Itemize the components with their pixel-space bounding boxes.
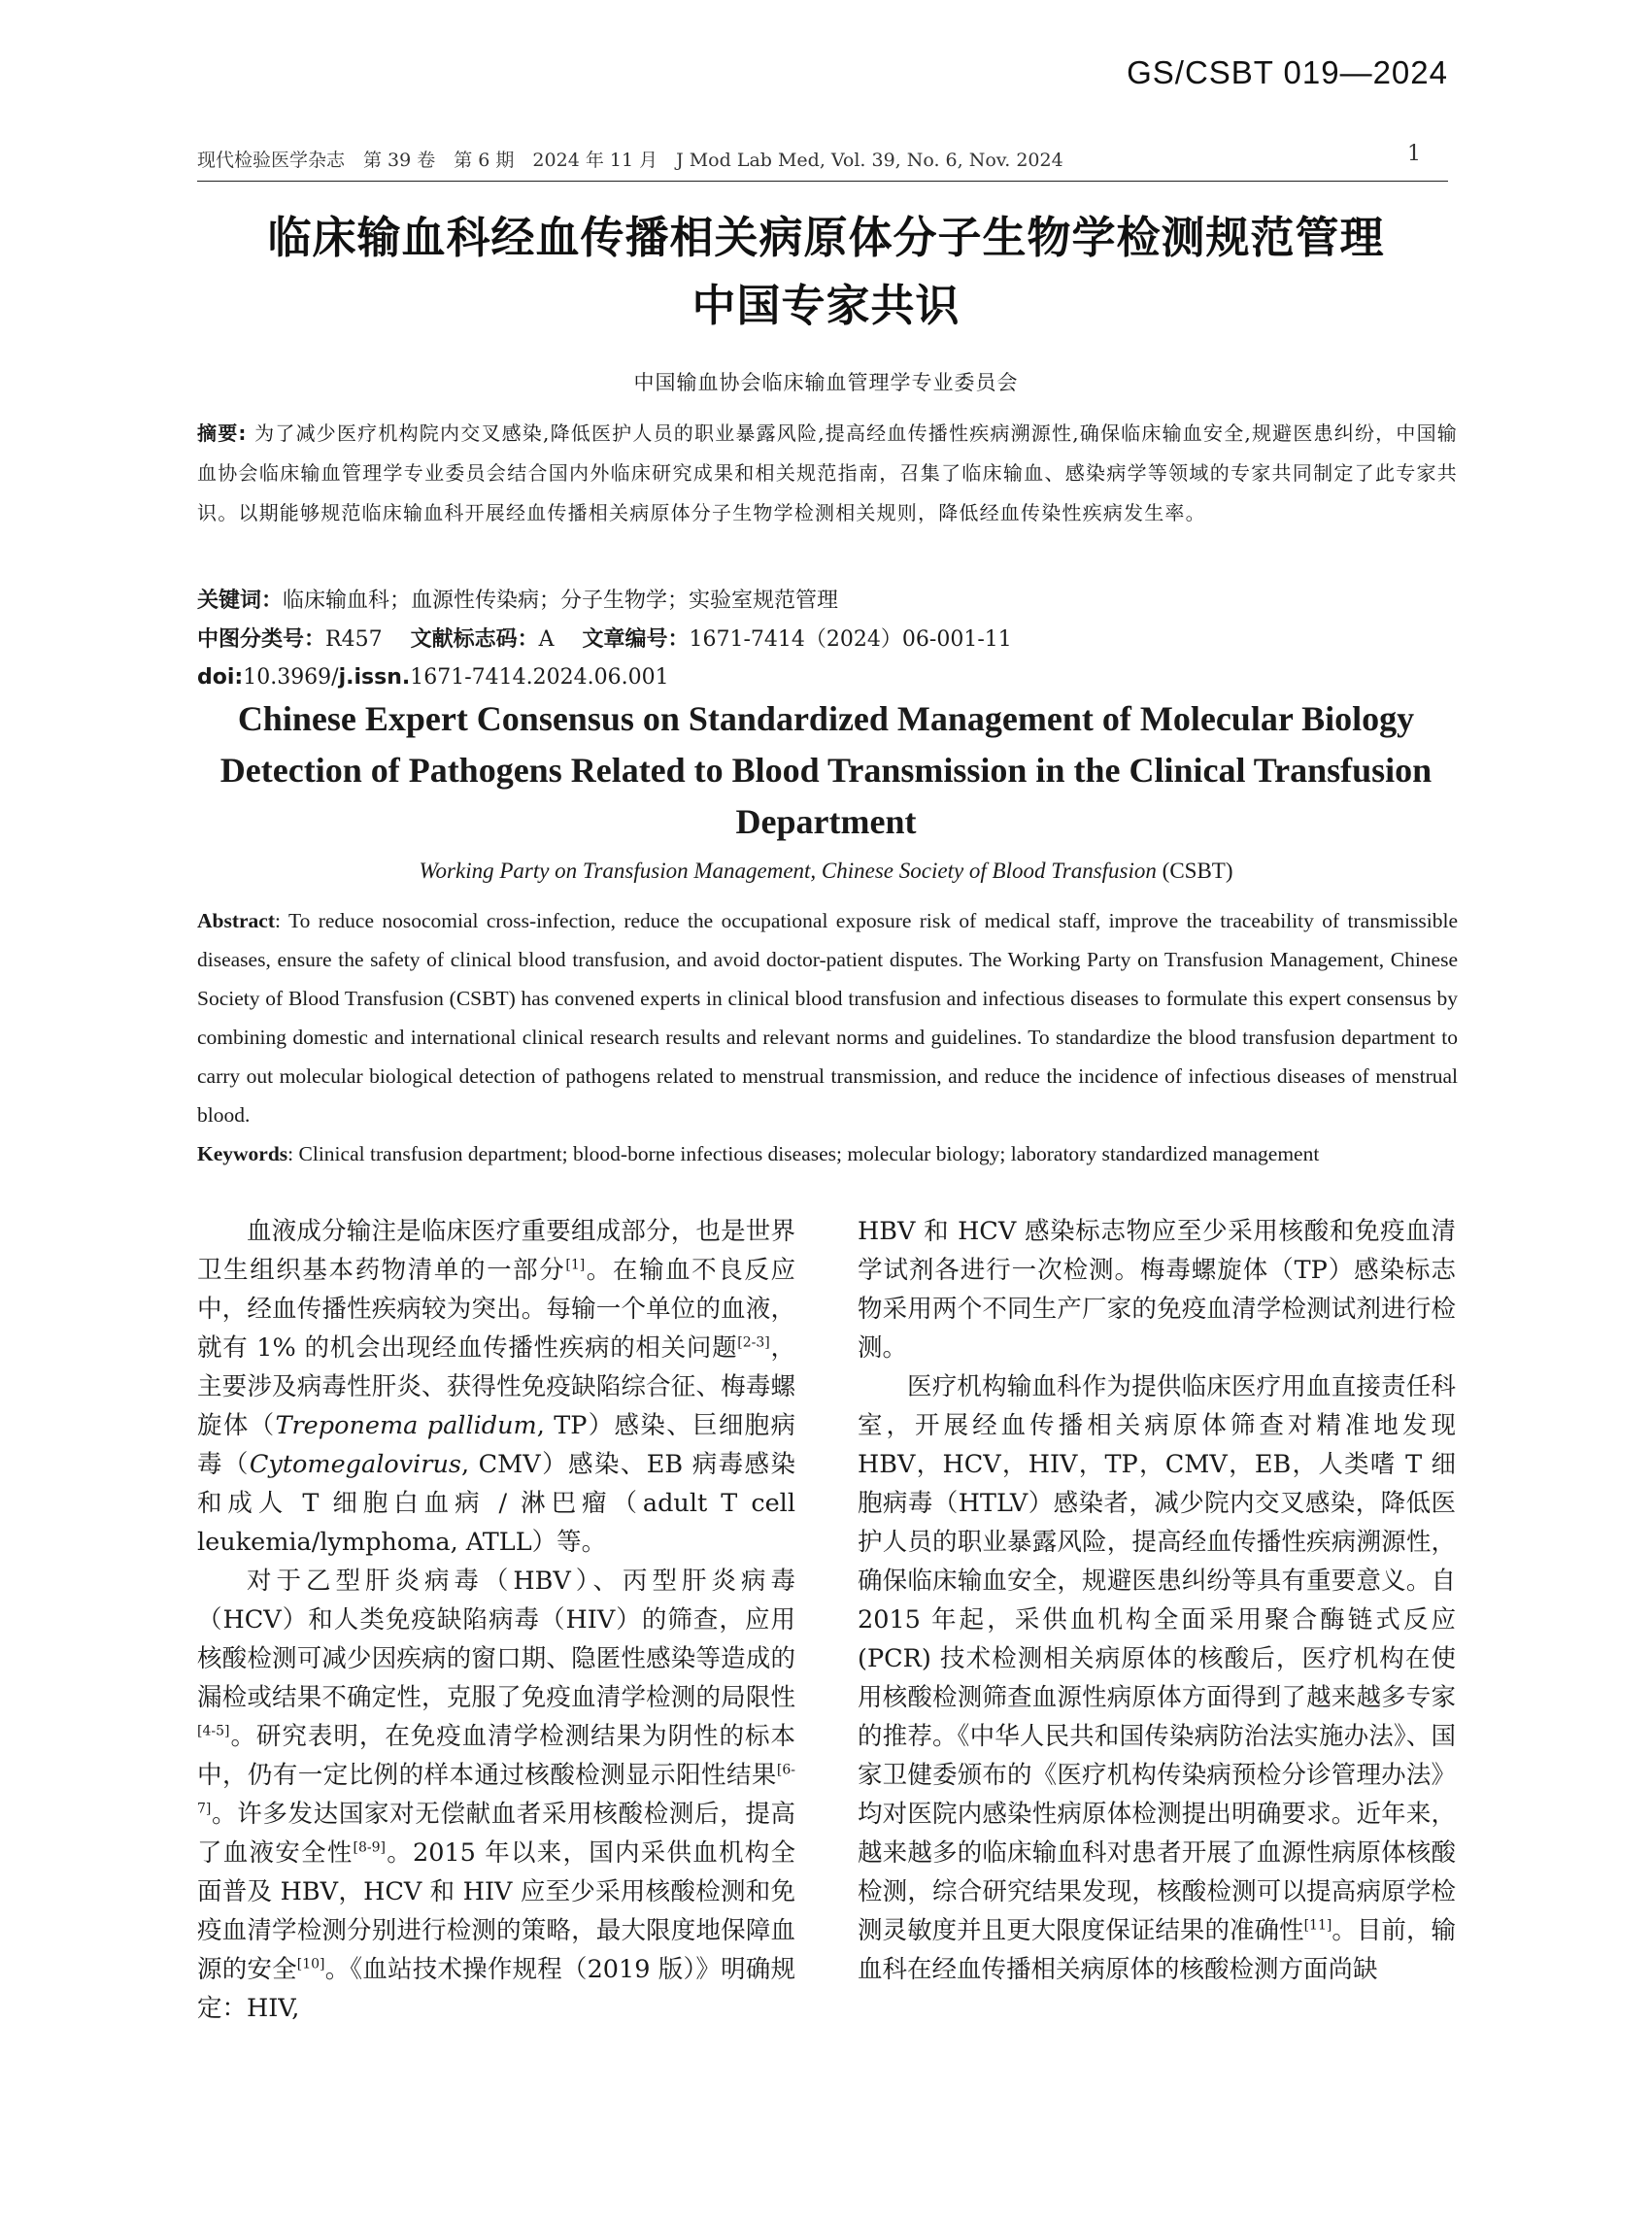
citation: [8-9] (353, 1839, 386, 1856)
english-organization (0, 859, 1652, 884)
citation: [4-5] (197, 1723, 230, 1739)
body-text: 医疗机构输血科作为提供临床医疗用血直接责任科室，开展经血传播相关病原体筛查对精准地发现 HBV，HCV，HIV，TP，CMV，EB，人类嗜 T 细胞病毒（HTLV）感染者，减少院内交叉感染，降低医护人员的职业暴露风险，提高经血传播性疾病溯源性，确保临床输血安全，规避医患纠纷等具有重要意义。自 2015 年起，采供血机构全面采用聚合酶链式反应 (PCR) 技术检测相关病原体的核酸后，医疗机构在使用核酸检测筛查血源性病原体方面得到了越来越多专家的推荐。《中华人民共和国传染病防治法实施办法》、国家卫健委颁布的《医疗机构传染病预检分诊管理办法》均对医院内感染性病原体检测提出明确要求。近年来，越来越多的临床输血科对患者开展了血源性病原体核酸检测，综合研究结果发现，核酸检测可以提高病原学检测灵敏度并且更大限度保证结果的准确性 (858, 1372, 1456, 1945)
body-text: 对于乙型肝炎病毒（HBV）、丙型肝炎病毒（HCV）和人类免疫缺陷病毒（HIV）的筛查，应用核酸检测可减少因疾病的窗口期、隐匿性感染等造成的漏检或结果不确定性，克服了免疫血清学检测的局限性 (197, 1567, 795, 1712)
journal-citation: 现代检验医学杂志 第 39 卷 第 6 期 2024 年 11 月 J Mod Lab Med, Vol. 39, No. 6, Nov. 2024 (197, 150, 1063, 171)
species-name: Treponema pallidum (275, 1411, 537, 1440)
chinese-keywords-label: 关键词： (197, 589, 284, 613)
body-text: 。《血站技术操作规程（2019 版）》明确规定：HIV, (197, 1955, 795, 2023)
citation: [2-3] (737, 1334, 770, 1351)
chinese-organization: 中国输血协会临床输血管理学专业委员会 (633, 371, 1019, 394)
body-text: 。2015 年以来，国内采供血机构全面普及 HBV，HCV 和 HIV 应至少采用核酸检测和免疫血清学检测分别进行检测的策略，最大限度地保障血源的安全 (197, 1838, 795, 1984)
chinese-abstract (197, 414, 1458, 533)
english-title: Chinese Expert Consensus on Standardized Management of Molecular Biology Detection of Pathogens Related to Blood Transmission in the Clinical Transfusion Department (219, 699, 1433, 841)
body-column-right (858, 1212, 1456, 1989)
body-text: 。许多发达国家对无偿献血者采用核酸检测后，提高了血液安全性 (197, 1800, 795, 1868)
doi-suffix: 1671-7414.2024.06.001 (410, 665, 669, 690)
chinese-keywords-text: 临床输血科；血源性传染病；分子生物学；实验室规范管理 (283, 589, 839, 613)
doi-bold-part: j.issn. (338, 665, 411, 690)
body-paragraph (858, 1367, 1456, 1989)
english-abstract-label: Abstract (197, 909, 276, 932)
chinese-title-line-2: 中国专家共识 (691, 280, 961, 331)
citation: [1] (565, 1257, 586, 1273)
english-keywords-text: : Clinical transfusion department; blood-borne infectious diseases; molecular biology; laboratory standardized management (287, 1142, 1320, 1165)
chinese-keywords (197, 587, 1458, 616)
species-name: Cytomegalovirus (249, 1450, 461, 1479)
english-abstract-text: : To reduce nosocomial cross-infection, reduce the occupational exposure risk of medical staff, improve the traceability of transmissible diseases, ensure the safety of clinical blood transfusion, and avoid doctor-patient disputes. The Working Party on Transfusion Management, Chinese Society of Blood Transfusion (CSBT) has convened experts in clinical blood transfusion and infectious diseases to formulate this expert consensus by combining domestic and international clinical research results and relevant norms and guidelines. To standardize the blood transfusion department to carry out molecular biological detection of pathogens related to menstrual transmission, and reduce the incidence of infectious diseases of menstrual blood. (197, 909, 1458, 1127)
page-number: 1 (1407, 142, 1421, 166)
english-abstract (197, 901, 1458, 1173)
body-text: 。研究表明，在免疫血清学检测结果为阴性的标本中，仍有一定比例的样本通过核酸检测显示阳性结果 (197, 1722, 795, 1790)
english-keywords (197, 1134, 1458, 1173)
body-paragraph: HBV 和 HCV 感染标志物应至少采用核酸和免疫血清学试剂各进行一次检测。梅毒螺旋体（TP）感染标志物采用两个不同生产厂家的免疫血清学检测试剂进行检测。 (858, 1217, 1456, 1363)
body-text: 。在输血不良反应中，经血传播性疾病较为突出。每输一个单位的血液，就有 1% 的机会出现经血传播性疾病的相关问题 (197, 1256, 795, 1363)
doi-line (197, 663, 1458, 692)
doc-code-label: 文献标志码： (410, 627, 539, 652)
clc-value: R457 (325, 627, 383, 652)
running-head (197, 142, 1448, 182)
english-keywords-label: Keywords (197, 1142, 288, 1165)
body-text: , TP）感染、巨细胞病毒（ (197, 1411, 795, 1479)
body-text: 。目前，输血科在经血传播相关病原体的核酸检测方面尚缺 (858, 1916, 1456, 1984)
classification-line (197, 625, 1458, 655)
body-column-left (197, 1212, 795, 2028)
chinese-title-line-1: 临床输血科经血传播相关病原体分子生物学检测规范管理 (267, 212, 1385, 263)
clc-label: 中图分类号： (197, 627, 326, 652)
article-no-value: 1671-7414（2024）06-001-11 (689, 627, 1012, 652)
standard-code: GS/CSBT 019—2024 (1127, 54, 1448, 90)
chinese-abstract-text: 为了减少医疗机构院内交叉感染,降低医护人员的职业暴露风险,提高经血传播性疾病溯源性,确保临床输血安全,规避医患纠纷，中国输血协会临床输血管理学专业委员会结合国内外临床研究成果和相关规范指南，召集了临床输血、感染病学等领域的专家共同制定了此专家共识。以期能够规范临床输血科开展经血传播相关病原体分子生物学检测相关规则，降低经血传染性疾病发生率。 (197, 421, 1458, 524)
body-text: , CMV）感染、EB 病毒感染和成人 T 细胞白血病 / 淋巴瘤（adult T cell leukemia/lymphoma, ATLL）等。 (197, 1450, 795, 1557)
article-no-label: 文章编号： (582, 627, 690, 652)
doi-prefix: 10.3969/ (243, 665, 339, 690)
english-abstract-paragraph (197, 901, 1458, 1134)
chinese-abstract-label: 摘要: (197, 421, 248, 445)
body-text: 血液成分输注是临床医疗重要组成部分，也是世界卫生组织基本药物清单的一部分 (197, 1217, 795, 1285)
citation: [6-7] (197, 1762, 795, 1817)
body-paragraph (197, 1562, 795, 2028)
body-text: ，主要涉及病毒性肝炎、获得性免疫缺陷综合征、梅毒螺旋体（ (197, 1333, 795, 1440)
citation: [11] (1303, 1917, 1332, 1934)
english-organization-name: Working Party on Transfusion Management, Chinese Society of Blood Transfusion (419, 859, 1157, 883)
body-paragraph (197, 1212, 795, 1562)
doc-code-value: A (538, 627, 555, 652)
doi-label: doi: (197, 665, 244, 690)
chinese-title (146, 204, 1506, 340)
english-organization-abbr: (CSBT) (1162, 859, 1233, 883)
citation: [10] (296, 1956, 325, 1972)
